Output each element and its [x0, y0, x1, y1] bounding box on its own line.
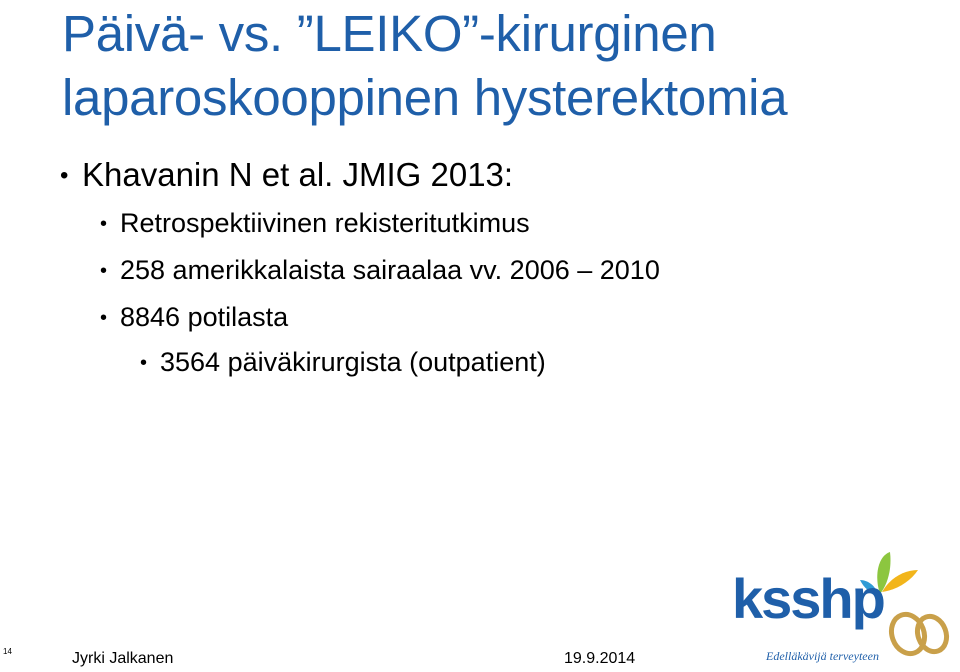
bullet-sub-text: 8846 potilasta — [120, 302, 289, 332]
logo-tagline: Edelläkävijä terveyteen — [766, 649, 879, 663]
ksshp-logo — [728, 548, 956, 668]
bullet-sub-2 — [100, 255, 660, 286]
bullet-dot-icon: • — [100, 307, 108, 329]
bullet-sub-3 — [100, 302, 288, 333]
bullet-dot-icon: • — [60, 162, 69, 189]
bullet-dot-icon: • — [100, 260, 108, 282]
footer-author: Jyrki Jalkanen — [72, 650, 174, 667]
bullet-sub-1 — [100, 208, 530, 239]
page-number: 14 — [3, 647, 12, 656]
logo-wordmark: ksshp — [732, 567, 884, 630]
bullet-subsub-text: 3564 päiväkirurgista (outpatient) — [160, 347, 546, 377]
bullet-sub-text: 258 amerikkalaista sairaalaa vv. 2006 – 2010 — [120, 255, 660, 285]
swirl-mark-icon — [886, 610, 951, 659]
bullet-main-text: Khavanin N et al. JMIG 2013: — [82, 156, 514, 193]
title-line-2: laparoskooppinen hysterektomia — [62, 69, 788, 126]
bullet-subsub-1 — [140, 347, 546, 378]
bullet-dot-icon: • — [100, 213, 108, 235]
title-line-1: Päivä- vs. ”LEIKO”-kirurginen — [62, 5, 717, 62]
bullet-main — [60, 156, 513, 194]
bullet-sub-text: Retrospektiivinen rekisteritutkimus — [120, 208, 530, 238]
bullet-dot-icon: • — [140, 352, 148, 374]
slide-title — [62, 2, 942, 130]
footer-date: 19.9.2014 — [564, 650, 636, 667]
